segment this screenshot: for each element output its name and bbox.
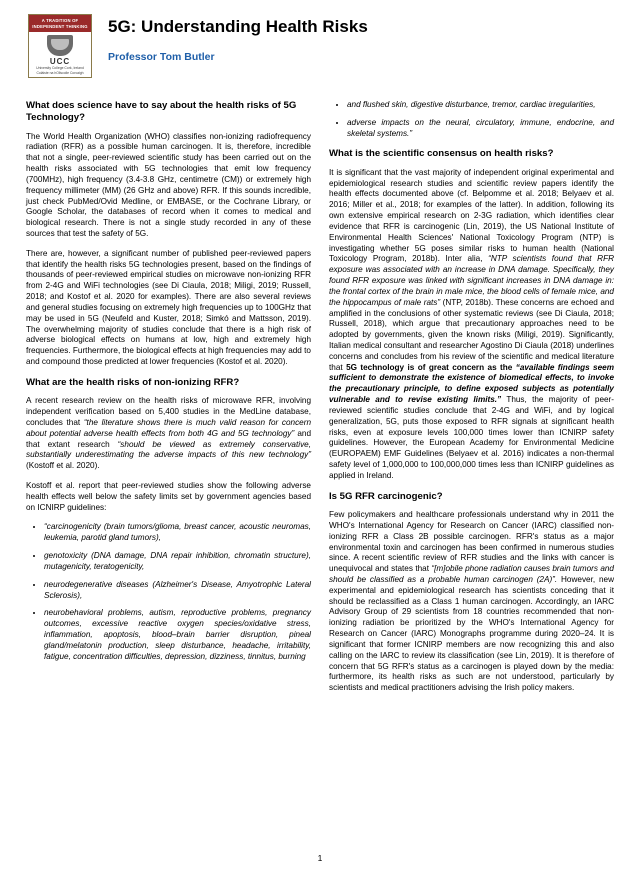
section-heading-carcinogenic: Is 5G RFR carcinogenic? xyxy=(329,490,443,502)
list-item: • neurobehavioral problems, autism, reproductive problems, pregnancy outcomes, excessive reactive oxygen species/oxidative stress, inflammation, apoptosis, blood–brain barrier disruption, pineal gland/melatonin production, sleep disturbance, headache, irritability, fatigue, concentration difficulties, depression, dizziness, tinnitus, burning xyxy=(44,608,311,662)
right-column xyxy=(329,100,614,852)
list-item: • genotoxicity (DNA damage, DNA repair inhibition, chromatin structure), mutagenicity, teratogenicity, xyxy=(44,551,311,573)
quote-ntp-dna-damage: “NTP scientists found that RFR exposure was associated with an increase in DNA damage. Specifically, they found RFR exposure was linked with significant increases in DNA damage in: the frontal cortex of the brain in male mice, the blood cells of female mice, and the hippocampus of male rats” xyxy=(329,254,614,307)
list-item: • adverse impacts on the neural, circulatory, immune, endocrine, and skeletal systems.” xyxy=(347,118,614,140)
text-b: However, new experimental and epidemiological research has scientists conceding that it should be reclassified as a Class 1 human carcinogen. Accordingly, an IARC Advisory Group of 29 scientists from 18 countries recommended that non-ionizing radiation be prioritized by the WHO's International Agency for Research on Cancer (IARC) Monographs programme during 2020–24. It is significant that former ICNIRP members are now recognizing this and also calling on the IARC to review its classification (see Lin, 2019). It is therefore of concern that 5G RFR's status as a carcinogen is played down by the media: furthermore, its health risks as such are not understood, particularly by scientists and medical practitioners advising the Irish policy makers. xyxy=(329,575,614,693)
author-name: Professor Tom Butler xyxy=(108,51,215,64)
paragraph-carcinogen-classification xyxy=(329,510,614,694)
two-column-body xyxy=(26,100,614,852)
logo-banner-text: A TRADITION OF INDEPENDENT THINKING xyxy=(29,15,91,32)
quote-di-ciaula: “available findings seem sufficient to demonstrate the existence of biomedical effects, to invoke the precautionary principle, to define exposed subjects as potentially vulnerable and to revise existing limits.” xyxy=(329,362,614,405)
paragraph-scientific-consensus xyxy=(329,168,614,482)
logo-subtitle-text: University College Cork, Ireland Coláiste na hOllscoile Corcaigh xyxy=(36,66,84,75)
text-b: (NTP, 2018b). These concerns are echoed and amplified in the conclusions of other systematic reviews (see Di Ciaula, 2018; Russell, 2018), which argue that precautionary approaches need to be adopted by governments, given the known risks (Miligi, 2019). Significantly, Italian medical consultant and researcher Agostino Di Ciaula (2018) underlines concerns and concludes from his review of the scientific and medical literature that xyxy=(329,297,614,372)
crest-icon xyxy=(47,35,73,56)
list-item: • “carcinogenicity (brain tumors/glioma, breast cancer, acoustic neuromas, leukemia, parotid gland tumors), xyxy=(44,522,311,544)
paragraph-kostoff-review xyxy=(26,396,311,472)
text-mid: and that extant research xyxy=(26,428,312,449)
section-heading-nonionizing-risks: What are the health risks of non-ionizing RFR? xyxy=(26,376,240,388)
list-item: • neurodegenerative diseases (Alzheimer's Disease, Amyotrophic Lateral Sclerosis), xyxy=(44,580,311,602)
page-title: 5G: Understanding Health Risks xyxy=(108,17,368,36)
document-header xyxy=(26,14,614,90)
paragraph-peer-reviewed-papers: There are, however, a significant number of published peer-reviewed papers that identify the health risks 5G technologies present, based on the findings of thousands of peer-reviewed empirical studies on microwave non-ionizing RFR from 2-4G and WiFi technologies (see Di Ciaula, 2018; Miligi, 2019; Russell, 2018; and Kostof et al. 2020 for examples). There are also several reviews and general studies focusing on extremely high frequencies up to 100GHz that may be used in 5G (Neufeld and Kuster, 2018; Simkó and Mattsson, 2019). The overwhelming majority of studies conclude that there is a high risk of adverse biological effects on humans at low, high and extremely high frequencies. Furthermore, the biological effects at high frequencies may add to and compound those predicted at lower frequencies (Kostof et al. 2020). xyxy=(26,248,311,367)
quote-extremely-conservative: “should be viewed as extremely conservative, substantially underestimating the adverse impacts of this new technology” xyxy=(26,439,311,460)
text-pre: A recent research review on the health risks of microwave RFR, involving independent verification based on 5,400 studies in the MedLine database, concludes that xyxy=(26,396,311,427)
quote-mobile-phone-radiation: “[m]obile phone radiation causes brain tumors and should be classified as a probable human carcinogen (2A)”. xyxy=(329,564,614,584)
ucc-logo xyxy=(28,14,92,78)
section-heading-science: What does science have to say about the health risks of 5G Technology? xyxy=(26,100,297,124)
page-number: 1 xyxy=(317,853,323,863)
text-a: Few policymakers and healthcare professionals understand why in 2011 the WHO's International Agency for Research on Cancer (IARC) classified non-ionizing RFR a Class 2B possible carcinogen. RFR's status as a major environmental toxin and carcinogen has been confirmed in numerous studies since. A recent scientific review of RFR studies and the links with cancer is unequivocal and states that xyxy=(329,510,614,574)
text-a: It is significant that the vast majority of independent original experimental and epidemiological research studies and scientific review papers identify the health effects documented above (cf. Belpomme et al. 2018; Belyaev et al. 2016; Miller et al., 2018; for examples of the latter). In addition, following its own extensive empirical research on 2-3G radiation, which identifies clear evidence that RFR is carcinogenic (Lin, 2019), the US National Institute of Environmental Health Sciences' National Toxicology Program (NTP) is investigating whether 5G poses similar risks to human health (National Toxicology Program, 2018b). Inter alia, xyxy=(329,167,614,264)
health-effects-list xyxy=(26,522,311,662)
text-bold-5g-concern: 5G technology is of great concern as the xyxy=(346,362,516,372)
title-block xyxy=(108,14,368,63)
paragraph-who-classification: The World Health Organization (WHO) classifies non-ionizing radiofrequency radiation (RFR) as a possible human carcinogen. It is, therefore, incredible that not a single, peer-reviewed scientific study has been carried out on the health risks associated with 5G technologies that emit low frequency (700MHz), high frequency (3.4-3.8 GHz, centimetre (CM)) or extremely high frequency millimeter (MM) (26 GHz and above) RFR. If this sounds incredible, just check PubMed/Ovid Medline, or EMBASE, or the Cochrane Library, or Google Scholar, the databases of record when it comes to medical and biological research. There is not a single study recorded in any of these sources that test the safety of 5G. xyxy=(26,131,311,238)
list-item: • and flushed skin, digestive disturbance, tremor, cardiac irregularities, xyxy=(347,100,614,111)
section-heading-consensus: What is the scientific consensus on health risks? xyxy=(329,148,554,160)
text-c: Thus, the majority of peer-reviewed scientific studies conclude that 2-4G and WiFi, and by logical generalization, 5G, puts those exposed to RFR signals at significant health risks, even at exposure levels 100,000 times lower than ICNIRP safety guidelines. However, the European Academy for Environmental Medicine (EUROPAEM) EMF Guidelines (Belyaev et al. 2016) indicates a non-thermal safety level of 1,000,000 to 100,000,000 times less than ICNIRP guidelines as applied in Ireland. xyxy=(329,395,615,480)
quote-literature-concern: “the literature shows there is much valid reason for concern about potential adverse health effects from both 4G and 5G technology” xyxy=(26,417,311,438)
left-column xyxy=(26,100,311,852)
paragraph-adverse-effects-intro: Kostoff et al. report that peer-reviewed studies show the following adverse health effects well below the safety limits set by government agencies based on ICNIRP guidelines: xyxy=(26,480,311,512)
text-post: (Kostoff et al. 2020). xyxy=(26,461,100,471)
logo-name-text: UCC xyxy=(49,57,71,67)
health-effects-list-continued xyxy=(329,100,614,139)
